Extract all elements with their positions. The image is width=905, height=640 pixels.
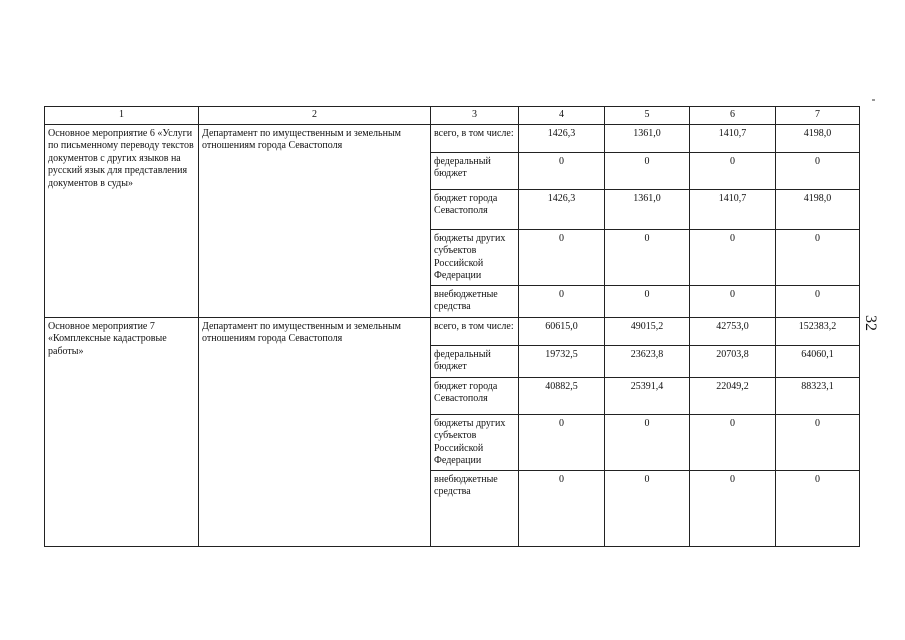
table-row [45,124,860,152]
funding-category: федеральный бюджет [431,152,519,189]
department-name: Департамент по имущественным и земельным отношениям города Севастополя [199,317,431,546]
column-header: 7 [776,107,860,125]
value-cell: 0 [690,229,776,285]
funding-category: всего, в том числе: [431,124,519,152]
scan-speck [872,99,875,101]
funding-category: внебюджетные средства [431,470,519,546]
column-header: 4 [519,107,605,125]
value-cell: 1361,0 [605,124,690,152]
value-cell: 4198,0 [776,189,860,229]
funding-category: внебюджетные средства [431,285,519,317]
value-cell: 22049,2 [690,377,776,414]
column-header: 2 [199,107,431,125]
value-cell: 0 [605,229,690,285]
header-row [45,107,860,125]
value-cell: 0 [605,470,690,546]
funding-category: бюджеты других субъектов Российской Федерации [431,414,519,470]
value-cell: 0 [776,285,860,317]
value-cell: 1361,0 [605,189,690,229]
value-cell: 0 [690,152,776,189]
value-cell: 0 [776,470,860,546]
funding-table [44,106,860,547]
column-header: 3 [431,107,519,125]
value-cell: 0 [519,229,605,285]
value-cell: 1426,3 [519,124,605,152]
value-cell: 0 [776,152,860,189]
value-cell: 25391,4 [605,377,690,414]
column-header: 1 [45,107,199,125]
column-header: 5 [605,107,690,125]
value-cell: 42753,0 [690,317,776,345]
measure-name: Основное мероприятие 6 «Услуги по письменному переводу текстов документов с других языков на русский язык для представления документов в суды» [45,124,199,317]
funding-category: федеральный бюджет [431,345,519,377]
value-cell: 60615,0 [519,317,605,345]
value-cell: 0 [776,229,860,285]
value-cell: 40882,5 [519,377,605,414]
value-cell: 64060,1 [776,345,860,377]
value-cell: 23623,8 [605,345,690,377]
value-cell: 20703,8 [690,345,776,377]
value-cell: 49015,2 [605,317,690,345]
table-row [45,317,860,345]
funding-category: всего, в том числе: [431,317,519,345]
value-cell: 0 [690,414,776,470]
document-sheet [44,106,860,547]
value-cell: 152383,2 [776,317,860,345]
page-number: 32 [862,315,879,331]
measure-name: Основное мероприятие 7 «Комплексные кадастровые работы» [45,317,199,546]
value-cell: 4198,0 [776,124,860,152]
value-cell: 0 [605,152,690,189]
funding-category: бюджеты других субъектов Российской Федерации [431,229,519,285]
column-header: 6 [690,107,776,125]
department-name: Департамент по имущественным и земельным отношениям города Севастополя [199,124,431,317]
value-cell: 0 [519,285,605,317]
value-cell: 88323,1 [776,377,860,414]
value-cell: 0 [605,285,690,317]
value-cell: 1426,3 [519,189,605,229]
value-cell: 1410,7 [690,124,776,152]
value-cell: 0 [690,285,776,317]
funding-category: бюджет города Севастополя [431,377,519,414]
value-cell: 0 [690,470,776,546]
value-cell: 0 [519,414,605,470]
value-cell: 0 [776,414,860,470]
value-cell: 0 [519,470,605,546]
value-cell: 19732,5 [519,345,605,377]
value-cell: 1410,7 [690,189,776,229]
value-cell: 0 [519,152,605,189]
funding-category: бюджет города Севастополя [431,189,519,229]
value-cell: 0 [605,414,690,470]
